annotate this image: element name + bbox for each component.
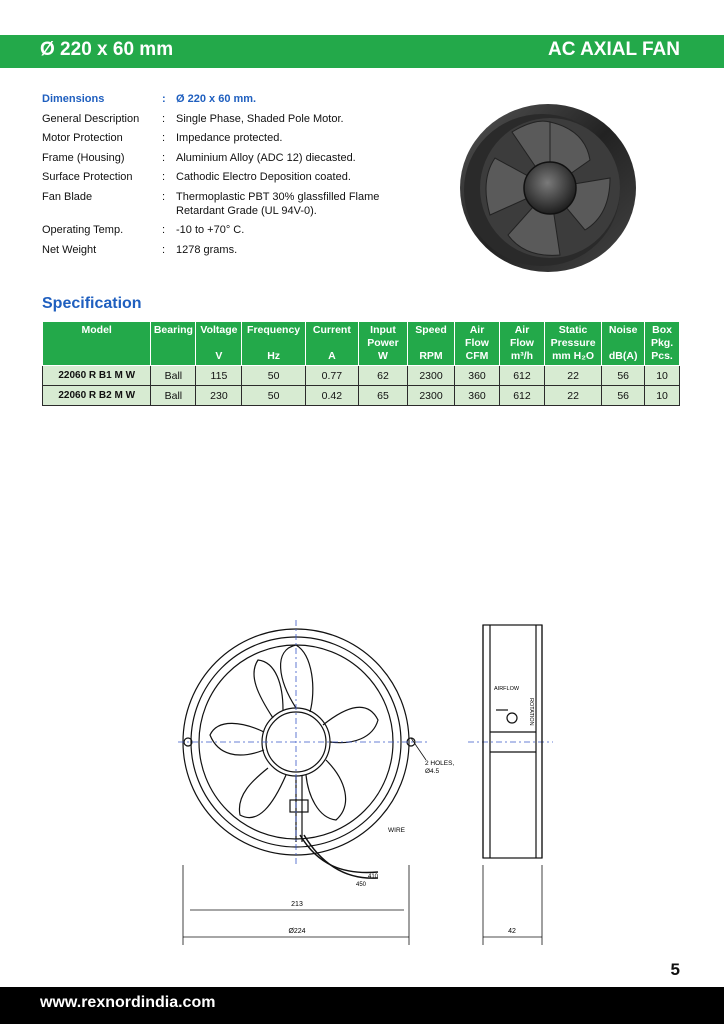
col-header-airflow-m3h: Air Flow m³/h [500,322,545,366]
header-size-title: Ø 220 x 60 mm [40,39,174,60]
spec-value: Thermoplastic PBT 30% glassfilled Flame Retardant Grade (UL 94V-0). [176,190,380,217]
fan-product-image [450,100,640,278]
table-cell: 22 [544,366,601,386]
spec-value: Impedance protected. [176,132,283,144]
spec-value: Single Phase, Shaded Pole Motor. [176,112,344,125]
table-cell: 360 [455,366,500,386]
spec-row-description: General Description : Single Phase, Shaded Pole Motor. [42,112,422,126]
spec-value: Ø 220 x 60 mm. [176,93,257,105]
col-header-frequency: Frequency Hz [242,322,305,366]
dim-224-label: Ø224 [288,928,306,935]
spec-row-frame: Frame (Housing) : Aluminium Alloy (ADC 12) diecasted. [42,151,422,165]
website-link[interactable]: www.rexnordindia.com [40,994,216,1011]
spec-label: Surface Protection [42,171,133,183]
col-header-static-pressure: Static Pressure mm H₂O [544,322,601,366]
holes-diameter-label: Ø4.5 [425,768,440,775]
side-view [483,625,542,858]
table-cell: 2300 [408,386,455,406]
spec-row-fan-blade: Fan Blade : Thermoplastic PBT 30% glassfilled Flame Retardant Grade (UL 94V-0). [42,190,422,218]
spec-row-dimensions: Dimensions : Ø 220 x 60 mm. [42,92,422,106]
table-cell: 230 [196,386,242,406]
table-cell-model: 22060 R B1 M W [43,366,151,386]
table-header-row [43,322,680,366]
footer-bar [0,987,724,1024]
table-cell: Ball [151,386,196,406]
specification-heading: Specification [42,295,142,312]
page-number: 5 [670,960,680,979]
header-product-title: AC AXIAL FAN [548,39,680,60]
spec-value: 1278 grams. [176,243,238,256]
spec-label: Fan Blade [42,190,93,203]
table-cell: 56 [602,366,645,386]
table-cell-model: 22060 R B2 M W [43,386,151,406]
wire-length-410: 410 [368,874,379,880]
table-cell: 10 [645,366,680,386]
rotation-label: ROTATION [528,698,534,726]
specification-table [42,321,680,406]
spec-row-surface: Surface Protection : Cathodic Electro Deposition coated. [42,170,422,184]
table-cell: 0.77 [305,366,358,386]
spec-row-net-weight: Net Weight : 1278 grams. [42,243,422,257]
spec-list [42,92,422,262]
spec-value: -10 to +70° C. [176,224,245,236]
col-header-input-power: Input Power W [358,322,407,366]
table-cell: 612 [500,366,545,386]
table-row [43,386,680,406]
spec-value: Aluminium Alloy (ADC 12) diecasted. [176,151,356,164]
spec-label: Net Weight [42,243,97,256]
airflow-label: AIRFLOW [494,686,520,692]
col-header-voltage: Voltage V [196,322,242,366]
table-cell: 65 [358,386,407,406]
wire-label: WIRE [388,827,405,834]
table-row [43,366,680,386]
table-cell: 62 [358,366,407,386]
col-header-current: Current A [305,322,358,366]
spec-value: Cathodic Electro Deposition coated. [176,171,351,183]
table-cell: 10 [645,386,680,406]
table-cell: 56 [602,386,645,406]
col-header-model: Model [43,322,151,366]
col-header-speed: Speed RPM [408,322,455,366]
spec-row-motor-protection: Motor Protection : Impedance protected. [42,131,422,145]
spec-label: Frame (Housing) [42,151,125,164]
table-cell: 360 [455,386,500,406]
header-bar [0,35,724,68]
spec-label: Dimensions [42,93,105,105]
wire-length-450: 450 [356,882,367,888]
spec-label: Operating Temp. [42,224,124,236]
col-header-box-pkg: Box Pkg. Pcs. [645,322,680,366]
col-header-bearing: Bearing [151,322,196,366]
table-cell: 0.42 [305,386,358,406]
table-cell: 2300 [408,366,455,386]
table-cell: 50 [242,366,305,386]
dim-42-label: 42 [508,928,516,935]
dim-213-label: 213 [291,901,303,908]
table-cell: 612 [500,386,545,406]
holes-label: 2 HOLES, [425,760,455,767]
table-cell: 22 [544,386,601,406]
spec-label: General Description [42,112,140,125]
spec-row-operating-temp: Operating Temp. : -10 to +70° C. [42,223,422,237]
spec-label: Motor Protection [42,132,123,144]
col-header-airflow-cfm: Air Flow CFM [455,322,500,366]
technical-drawing [178,610,558,950]
table-cell: Ball [151,366,196,386]
table-cell: 50 [242,386,305,406]
table-cell: 115 [196,366,242,386]
col-header-noise: Noise dB(A) [602,322,645,366]
